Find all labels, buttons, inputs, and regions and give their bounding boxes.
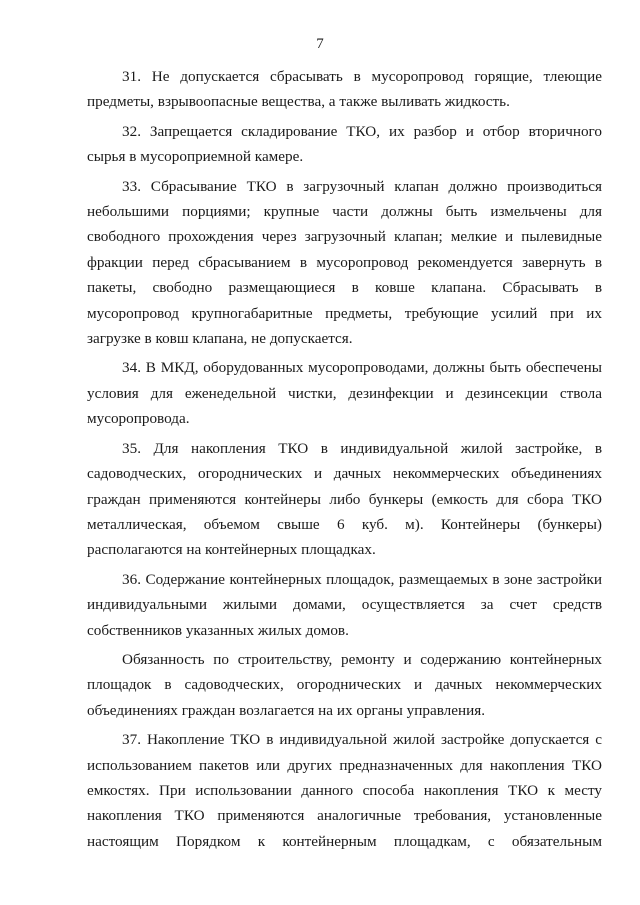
paragraph-36-continued: Обязанность по строительству, ремонту и содержанию контейнерных площадок в садоводческих, огороднических и дачных некоммерческих объединениях граждан возлагается на их органы управления. [87, 650, 602, 719]
page-number: 7 [316, 36, 324, 52]
paragraph-35: 35. Для накопления ТКО в индивидуальной жилой застройке, в садоводческих, огороднических и дачных некоммерческих объединениях граждан применяются контейнеры либо бункеры (емкость для сбора ТКО металлическая, объемом свыше 6 куб. м). Контейнеры (бункеры) располагаются на контейнерных площадках. [87, 439, 602, 559]
paragraph-36: 36. Содержание контейнерных площадок, размещаемых в зоне застройки индивидуальными жилыми домами, осуществляется за счет средств собственников указанных жилых домов. [87, 570, 602, 639]
paragraph-33: 33. Сбрасывание ТКО в загрузочный клапан должно производиться небольшими порциями; крупные части должны быть измельчены для свободного прохождения через загрузочный клапан; мелкие и пылевидные фракции перед сбрасыванием в мусоропровод рекомендуется завернуть в пакеты, свободно размещающиеся в ковше клапана. Сбрасывать в мусоропровод крупногабаритные предметы, требующие усилий при их загрузке в ковш клапана, не допускается. [87, 177, 602, 348]
document-body [87, 64, 602, 858]
paragraph-32: 32. Запрещается складирование ТКО, их разбор и отбор вторичного сырья в мусороприемной камере. [87, 122, 602, 166]
paragraph-34: 34. В МКД, оборудованных мусоропроводами, должны быть обеспечены условия для еженедельной чистки, дезинфекции и дезинсекции ствола мусоропровода. [87, 359, 602, 428]
paragraph-37: 37. Накопление ТКО в индивидуальной жилой застройке допускается с использованием пакетов или других предназначенных для накопления ТКО емкостях. При использовании данного способа накопления ТКО к месту накопления ТКО применяются аналогичные требования, установленные настоящим Порядком к контейнерным площадкам, с обязательным [87, 731, 602, 850]
paragraph-31: 31. Не допускается сбрасывать в мусоропровод горящие, тлеющие предметы, взрывоопасные вещества, а также выливать жидкость. [87, 68, 602, 111]
